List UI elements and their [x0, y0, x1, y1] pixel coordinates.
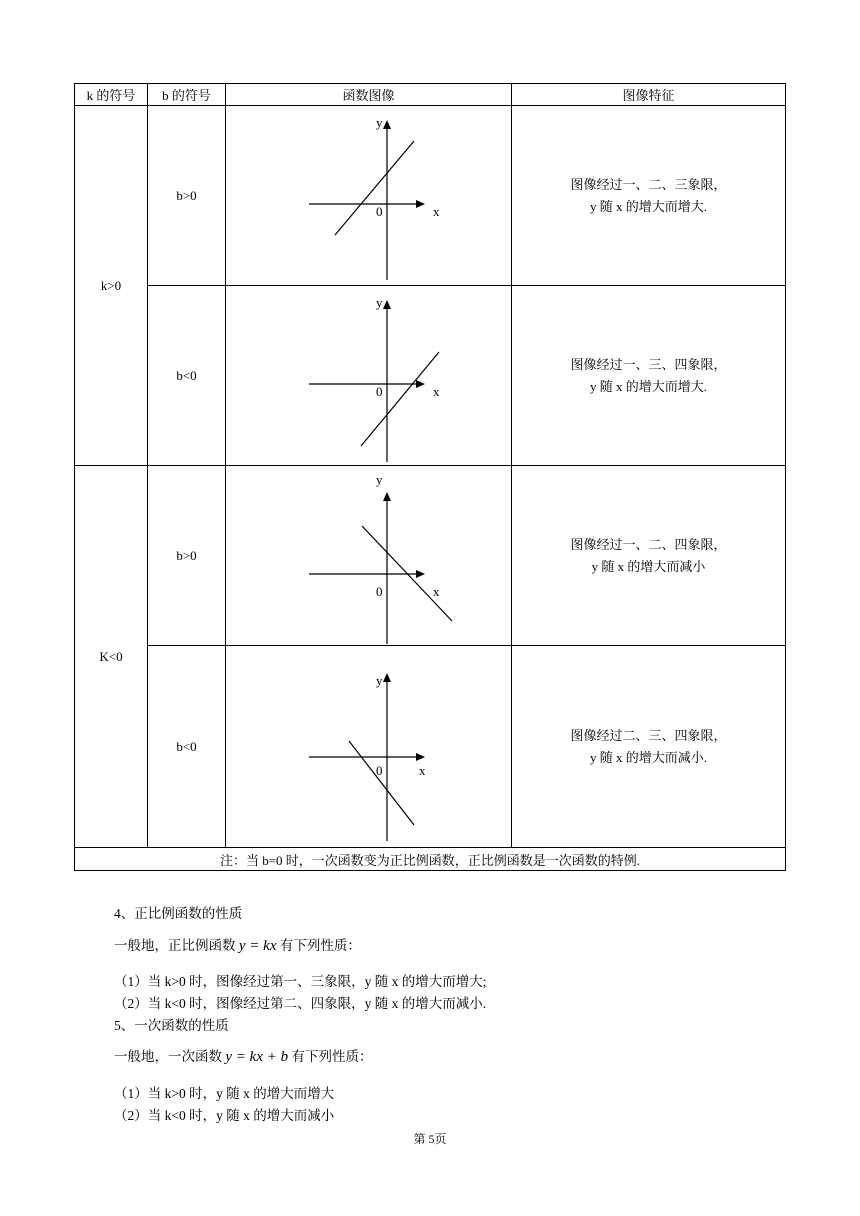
- graph-k-pos-b-pos: [269, 108, 469, 284]
- graph-k-pos-b-neg: [269, 288, 469, 464]
- linear-function-table: [74, 83, 786, 871]
- section4-item: （1）当 k>0 时，图像经过第一、三象限，y 随 x 的增大而增大;: [114, 974, 487, 989]
- b-label: b<0: [148, 646, 226, 848]
- b-label: b>0: [148, 466, 226, 646]
- page-footer: 第 5页: [413, 1132, 447, 1146]
- table-row: [75, 106, 786, 286]
- axis-y-label: y: [375, 294, 382, 310]
- section5-intro-suffix: 有下列性质：: [291, 1049, 373, 1064]
- feature-cell: [512, 106, 786, 286]
- feature-line: y 随 x 的增大而减小.: [589, 749, 707, 765]
- feature-cell: [512, 646, 786, 848]
- graph-cell: [226, 286, 512, 466]
- note-row: [75, 848, 786, 871]
- origin-label: 0: [375, 383, 382, 399]
- table-row: [75, 466, 786, 646]
- b-label: b<0: [148, 286, 226, 466]
- feature-line: y 随 x 的增大而增大.: [589, 378, 707, 394]
- section5-formula: y = kx + b: [225, 1049, 289, 1065]
- header-b-sign: b 的符号: [148, 84, 226, 106]
- axis-x-label: x: [432, 383, 439, 399]
- graph-k-neg-b-neg: [269, 649, 469, 845]
- header-k-sign: k 的符号: [75, 84, 148, 106]
- axis-y-label: y: [375, 471, 382, 487]
- section5-item: （1）当 k>0 时，y 随 x 的增大而增大: [114, 1086, 335, 1101]
- axis-x-label: x: [432, 583, 439, 599]
- axis-x-label: x: [418, 762, 425, 778]
- header-feature: 图像特征: [512, 84, 786, 106]
- table-row: [75, 646, 786, 848]
- feature-line: 图像经过二、三、四象限，: [570, 727, 727, 743]
- section4-intro-prefix: 一般地，正比例函数: [114, 938, 236, 953]
- graph-cell: [226, 106, 512, 286]
- feature-line: y 随 x 的增大而增大.: [589, 198, 707, 214]
- origin-label: 0: [375, 762, 382, 778]
- section4-formula: y = kx: [238, 938, 277, 954]
- axis-y-label: y: [375, 114, 382, 130]
- section4-intro: [114, 934, 361, 955]
- graph-k-neg-b-pos: [269, 468, 469, 644]
- origin-label: 0: [375, 203, 382, 219]
- feature-line: 图像经过一、三、四象限，: [570, 356, 727, 372]
- graph-cell: [226, 646, 512, 848]
- table-note: 注：当 b=0 时，一次函数变为正比例函数，正比例函数是一次函数的特例.: [75, 848, 786, 871]
- section5-intro-prefix: 一般地，一次函数: [114, 1049, 222, 1064]
- section5-intro: [114, 1045, 372, 1066]
- section4-intro-suffix: 有下列性质：: [279, 938, 361, 953]
- origin-label: 0: [375, 583, 382, 599]
- axis-x-label: x: [432, 203, 439, 219]
- section5-item: （2）当 k<0 时，y 随 x 的增大而减小: [114, 1108, 335, 1123]
- table-header-row: [75, 84, 786, 106]
- b-label: b>0: [148, 106, 226, 286]
- section4-title: 4、正比例函数的性质: [114, 906, 243, 921]
- section5-title: 5、一次函数的性质: [114, 1018, 229, 1033]
- header-graph: 函数图像: [226, 84, 512, 106]
- feature-line: y 随 x 的增大而减小: [591, 558, 706, 574]
- section4-item: （2）当 k<0 时，图像经过第二、四象限，y 随 x 的增大而减小.: [114, 996, 487, 1011]
- feature-cell: [512, 286, 786, 466]
- k-label-negative: K<0: [75, 466, 148, 848]
- k-label-positive: k>0: [75, 106, 148, 466]
- feature-line: 图像经过一、二、四象限，: [570, 536, 727, 552]
- graph-cell: [226, 466, 512, 646]
- feature-cell: [512, 466, 786, 646]
- table-row: [75, 286, 786, 466]
- feature-line: 图像经过一、二、三象限，: [570, 176, 727, 192]
- axis-y-label: y: [375, 672, 382, 688]
